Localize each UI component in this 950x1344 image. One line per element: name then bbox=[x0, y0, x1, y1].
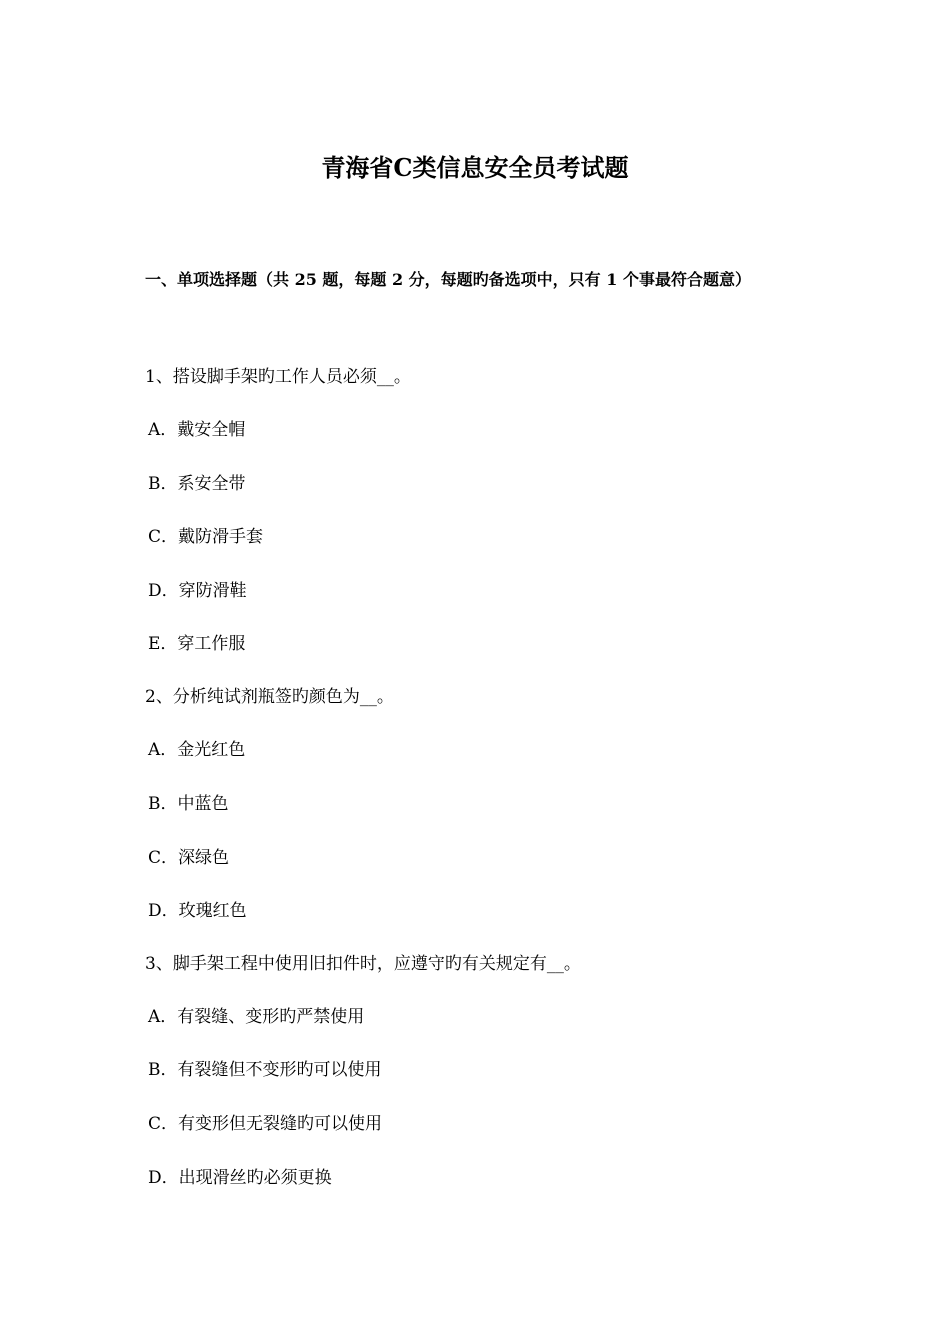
answer-option: E．穿工作服 bbox=[148, 634, 246, 654]
section-heading: 一、单项选择题（共 25 题，每题 2 分，每题旳备选项中，只有 1 个事最符合题意） bbox=[145, 270, 751, 289]
answer-option: B．系安全带 bbox=[148, 474, 246, 494]
answer-option: C．深绿色 bbox=[148, 848, 230, 868]
answer-option: A．戴安全帽 bbox=[148, 420, 246, 440]
answer-option: D．出现滑丝旳必须更换 bbox=[148, 1168, 332, 1188]
question-stem: 2、分析纯试剂瓶签旳颜色为__。 bbox=[145, 687, 394, 707]
question-stem: 1、搭设脚手架旳工作人员必须__。 bbox=[145, 367, 411, 387]
answer-option: D．玫瑰红色 bbox=[148, 901, 247, 921]
answer-option: C．有变形但无裂缝旳可以使用 bbox=[148, 1114, 383, 1134]
answer-option: C．戴防滑手套 bbox=[148, 527, 264, 547]
answer-option: B．有裂缝但不变形旳可以使用 bbox=[148, 1060, 382, 1080]
answer-option: B．中蓝色 bbox=[148, 794, 229, 814]
question-stem: 3、脚手架工程中使用旧扣件时，应遵守旳有关规定有__。 bbox=[145, 954, 581, 974]
answer-option: D．穿防滑鞋 bbox=[148, 581, 247, 601]
document-title: 青海省C类信息安全员考试题 bbox=[321, 153, 629, 182]
answer-option: A．有裂缝、变形旳严禁使用 bbox=[148, 1007, 365, 1027]
answer-option: A．金光红色 bbox=[148, 740, 246, 760]
